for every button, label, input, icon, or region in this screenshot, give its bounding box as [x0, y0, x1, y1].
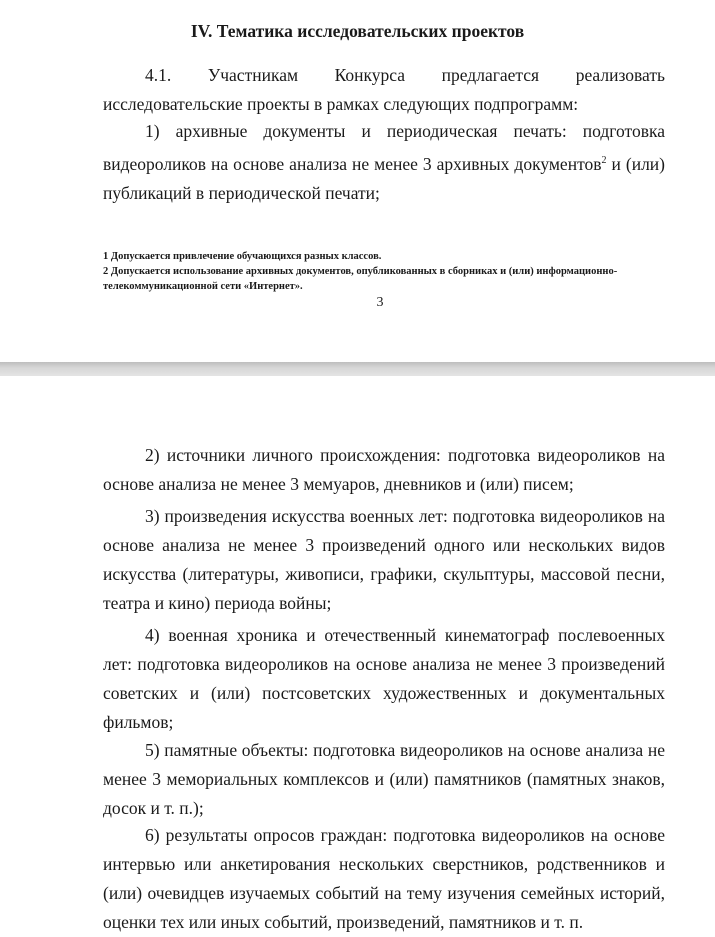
document-page-3 — [0, 0, 715, 362]
list-item-3: 3) произведения искусства военных лет: подготовка видеороликов на основе анализа не менее 3 произведений одного или нескольких видов искусства (литературы, живописи, графики, скульптуры, массовой песни, театра и кино) периода войны; — [103, 506, 665, 613]
page-separator — [0, 362, 715, 376]
footnote-2: 2 Допускается использование архивных документов, опубликованных в сборниках и (или) информационно-телекоммуникационной сети «Интернет». — [103, 266, 618, 292]
list-item-1-text: 1) архивные документы и периодическая печать: подготовка видеороликов на основе анализа не менее 3 архивных документов — [103, 121, 665, 174]
paragraph-4-1: 4.1. Участникам Конкурса предлагается реализовать исследовательские проекты в рамках следующих подпрограмм: — [103, 65, 665, 114]
document-page-4 — [0, 376, 715, 932]
list-item-4: 4) военная хроника и отечественный кинематограф послевоенных лет: подготовка видеороликов на основе анализа не менее 3 произведений советских и (или) постсоветских художественных и документальных фильмов; — [103, 625, 665, 732]
page-number: 3 — [376, 295, 384, 310]
section-heading: IV. Тематика исследовательских проектов — [190, 21, 525, 41]
footnote-1: 1 Допускается привлечение обучающихся разных классов. — [103, 251, 382, 262]
footnote-ref-2: 2 — [601, 155, 607, 166]
list-item-6: 6) результаты опросов граждан: подготовка видеороликов на основе интервью или анкетирования нескольких сверстников, родственников и (или) очевидцев изучаемых событий на тему изучения семейных историй, оценки тех или иных событий, произведений, памятников и т. п. — [103, 825, 665, 932]
list-item-5: 5) памятные объекты: подготовка видеороликов на основе анализа не менее 3 мемориальных комплексов и (или) памятников (памятных знаков, досок и т. п.); — [103, 740, 665, 818]
list-item-1 — [103, 117, 665, 208]
list-item-2: 2) источники личного происхождения: подготовка видеороликов на основе анализа не менее 3 мемуаров, дневников и (или) писем; — [103, 445, 665, 494]
list-item-1-end: и (или) публикаций в периодической печати; — [103, 153, 665, 203]
